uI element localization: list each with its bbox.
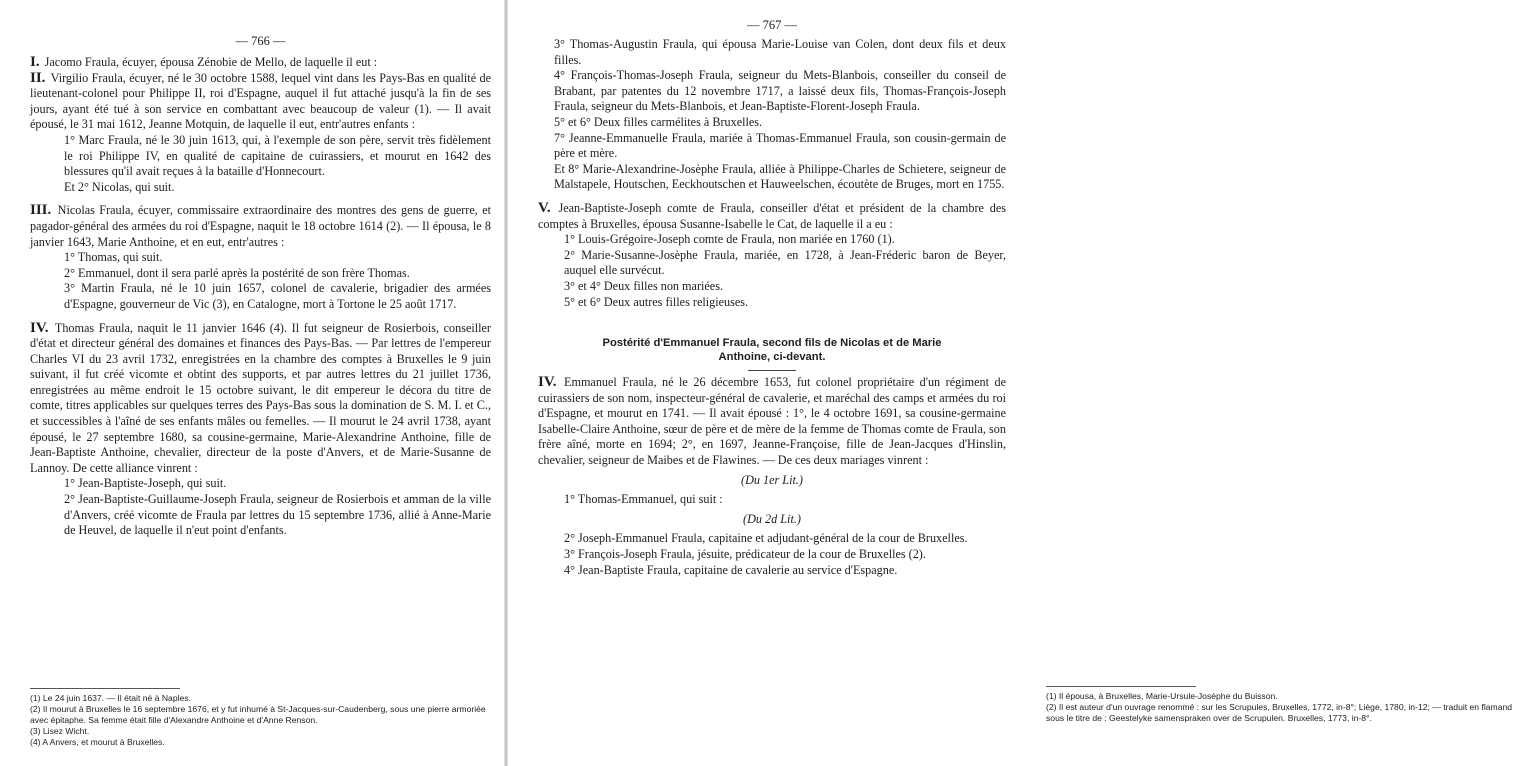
child-entry: 2° Emmanuel, dont il sera parlé après la postérité de son frère Thomas. — [64, 265, 410, 280]
generation-numeral: IV. — [30, 319, 49, 336]
child-entry: 1° Jean-Baptiste-Joseph, qui suit. — [64, 476, 227, 491]
generation-text: Thomas Fraula, naquit le 11 janvier 1646 (4). Il fut seigneur de Rosierbois, conseiller d'état et directeur général des domaines et finances des Pays-Bas. — Par lettres de l'empereur Charles VI du 23 avril 1732, enregistrées en la chambre des comptes à Bruxelles le 9 juin suivant, il fut créé vicomte et obtint des supports, et par autres lettres du 21 juillet 1736, enregistrées au même endroit le 15 octobre suivant, le dit empereur le décora du titre de comte, titres applicables sur quelques terres des Pays-Bas sous la domination de S. M. I. et C., et successibles à l'aîné de ses enfants mâles ou femelles. — Il mourut le 24 avril 1738, ayant épousé, le 27 septembre 1680, sa cousine-germaine, Marie-Alexandrine Anthoine, fille de Jean-Baptiste Anthoine, chevalier, directeur de la poste d'Anvers, et de Marie-Susanne de Lannoy. De cette alliance vinrent : — [30, 320, 491, 475]
page-number-left: — 766 — — [235, 34, 286, 48]
generation-5 — [538, 201, 1006, 232]
marriage-label: (Du 2d Lit.) — [743, 511, 801, 526]
child-entry: 1° Thomas-Emmanuel, qui suit : — [564, 492, 723, 507]
section-heading — [538, 336, 1006, 364]
page-number-right: — 767 — — [747, 18, 797, 32]
footnote: (1) Le 24 juin 1637. — Il était né à Naples. — [30, 693, 191, 703]
child-entry: 3° François-Joseph Fraula, jésuite, prédicateur de la cour de Bruxelles (2). — [564, 547, 926, 562]
generation-4-emmanuel — [538, 375, 1006, 469]
child-entry: 4° François-Thomas-Joseph Fraula, seigneur du Mets-Blanbois, conseiller du conseil de Brabant, par patentes du 12 novembre 1717, a laissé deux fils, Thomas-François-Joseph Fraula, seigneur du Mets-Blanbois, et Jean-Baptiste-Florent-Joseph Fraula. — [554, 68, 1006, 114]
child-entry: 3° Thomas-Augustin Fraula, qui épousa Marie-Louise van Colen, dont deux fils et deux filles. — [554, 37, 1006, 67]
footnote: (2) Il mourut à Bruxelles le 16 septembre 1676, et y fut inhumé à St-Jacques-sur-Caudenberg, sous une pierre armoriée avec épitaphe. Sa femme était fille d'Alexandre Anthoine et d'Anne Renson. — [30, 704, 486, 725]
generation-numeral: V. — [538, 199, 551, 216]
child-entry: 2° Joseph-Emmanuel Fraula, capitaine et adjudant-général de la cour de Bruxelles. — [564, 531, 968, 546]
child-entry: 2° Jean-Baptiste-Guillaume-Joseph Fraula, seigneur de Rosierbois et amman de la ville d'Anvers, créé vicomte de Fraula par lettres du 15 septembre 1736, allié à Anne-Marie de Heuvel, de laquelle il n'eut point d'enfants. — [64, 492, 491, 538]
child-entry: 4° Jean-Baptiste Fraula, capitaine de cavalerie au service d'Espagne. — [564, 562, 898, 577]
section-heading-line: Postérité d'Emmanuel Fraula, second fils de Nicolas et de Marie — [602, 337, 942, 350]
generation-text: Emmanuel Fraula, né le 26 décembre 1653, fut colonel propriétaire d'un régiment de cuirassiers de son nom, inspecteur-général de cavalerie, et maréchal des camps et armées du roi d'Espagne, et mourut en 1741. — Il avait épousé : 1°, le 4 octobre 1691, sa cousine-germaine Isabelle-Claire Anthoine, sœur de père et de mère de la femme de Thomas comte de Fraula, son frère aîné, morte en 1694; 2°, en 1697, Jeanne-Françoise, fille de Jean-Jacques d'Hinslin, chevalier, seigneur de Maibes et de Flawines. — De ces deux mariages vinrent : — [538, 375, 1006, 468]
left-page — [0, 0, 505, 766]
child-entry: 1° Thomas, qui suit. — [64, 250, 163, 265]
footnotes-right — [1046, 686, 1516, 724]
footnote: (4) A Anvers, et mourut à Bruxelles. — [30, 737, 165, 747]
child-entry: 3° et 4° Deux filles non mariées. — [564, 278, 724, 293]
generation-text: Nicolas Fraula, écuyer, commissaire extraordinaire des montres des gens de guerre, et pagador-général des armées du roi d'Espagne, naquit le 18 octobre 1614 (2). — Il épousa, le 8 janvier 1643, Marie Anthoine, et en eut, entr'autres : — [30, 203, 492, 249]
generation-3 — [30, 203, 491, 250]
child-entry: 5° et 6° Deux filles carmélites à Bruxelles. — [554, 114, 763, 129]
child-entry: Et 2° Nicolas, qui suit. — [64, 179, 175, 194]
generation-2 — [30, 71, 491, 133]
generation-numeral: III. — [30, 202, 52, 219]
section-divider — [748, 370, 796, 371]
generation-text: Jean-Baptiste-Joseph comte de Fraula, conseiller d'état et président de la chambre des comptes à Bruxelles, épousa Susanne-Isabelle le Cat, de laquelle il a eu : — [538, 200, 1006, 231]
child-entry: 7° Jeanne-Emmanuelle Fraula, mariée à Thomas-Emmanuel Fraula, son cousin-germain de père et mère. — [554, 130, 1006, 161]
right-page — [508, 0, 1513, 766]
generation-4 — [30, 321, 491, 477]
child-entry: 1° Marc Fraula, né le 30 juin 1613, qui, à l'exemple de son père, servit très fidèlement le roi Philippe IV, en qualité de capitaine de cuirassiers, et mourut en 1642 des blessures qu'il avait reçues à la bataille d'Honnecourt. — [64, 132, 491, 179]
footnote: (3) Lisez Wicht. — [30, 726, 90, 736]
generation-numeral: I. — [30, 54, 40, 70]
generation-numeral: IV. — [538, 374, 557, 391]
footnote: (1) Il épousa, à Bruxelles, Marie-Ursule-Josèphe du Buisson. — [1046, 691, 1278, 701]
child-entry: 1° Louis-Grégoire-Joseph comte de Fraula, non mariée en 1760 (1). — [564, 232, 895, 247]
footnotes-left — [30, 688, 490, 748]
generation-text: Virgilio Fraula, écuyer, né le 30 octobre 1588, lequel vint dans les Pays-Bas en qualité de lieutenant-colonel pour Philippe II, roi d'Espagne, auquel il fut attaché jusqu'à la fin de ses jours, ayant été tué à son service en combattant avec beaucoup de valeur (1). — Il avait épousé, le 31 mai 1612, Jeanne Motquin, de laquelle il eut, entr'autres enfants : — [30, 70, 491, 132]
marriage-label: (Du 1er Lit.) — [741, 472, 803, 487]
footnote: (2) Il est auteur d'un ouvrage renommé : sur les Scrupules, Bruxelles, 1772, in-8°; Liège, 1780, in-12; — traduit en flamand sous le titre de : Geestelyke samenspraken over de Scrupulen. Bruxelles, 1773, in-8°. — [1046, 702, 1513, 723]
generation-1 — [30, 55, 491, 71]
child-entry: 2° Marie-Susanne-Josèphe Fraula, mariée, en 1728, à Jean-Fréderic baron de Beyer, auquel elle survécut. — [564, 247, 1006, 278]
child-entry: 3° Martin Fraula, né le 10 juin 1657, colonel de cavalerie, brigadier des armées d'Espagne, gouverneur de Vic (3), en Catalogne, mort à Tortone le 25 août 1717. — [64, 281, 491, 311]
generation-text: Jacomo Fraula, écuyer, épousa Zénobie de Mello, de laquelle il eut : — [44, 55, 378, 69]
generation-numeral: II. — [30, 69, 46, 86]
section-heading-line: Anthoine, ci-devant. — [718, 351, 826, 364]
child-entry: 5° et 6° Deux autres filles religieuses. — [564, 294, 749, 309]
child-entry: Et 8° Marie-Alexandrine-Josèphe Fraula, alliée à Philippe-Charles de Schietere, seigneur de Malstapele, Houtschen, Eeckhoutschen et Hauweelschen, écoutète de Bruges, mort en 1755. — [554, 161, 1006, 192]
